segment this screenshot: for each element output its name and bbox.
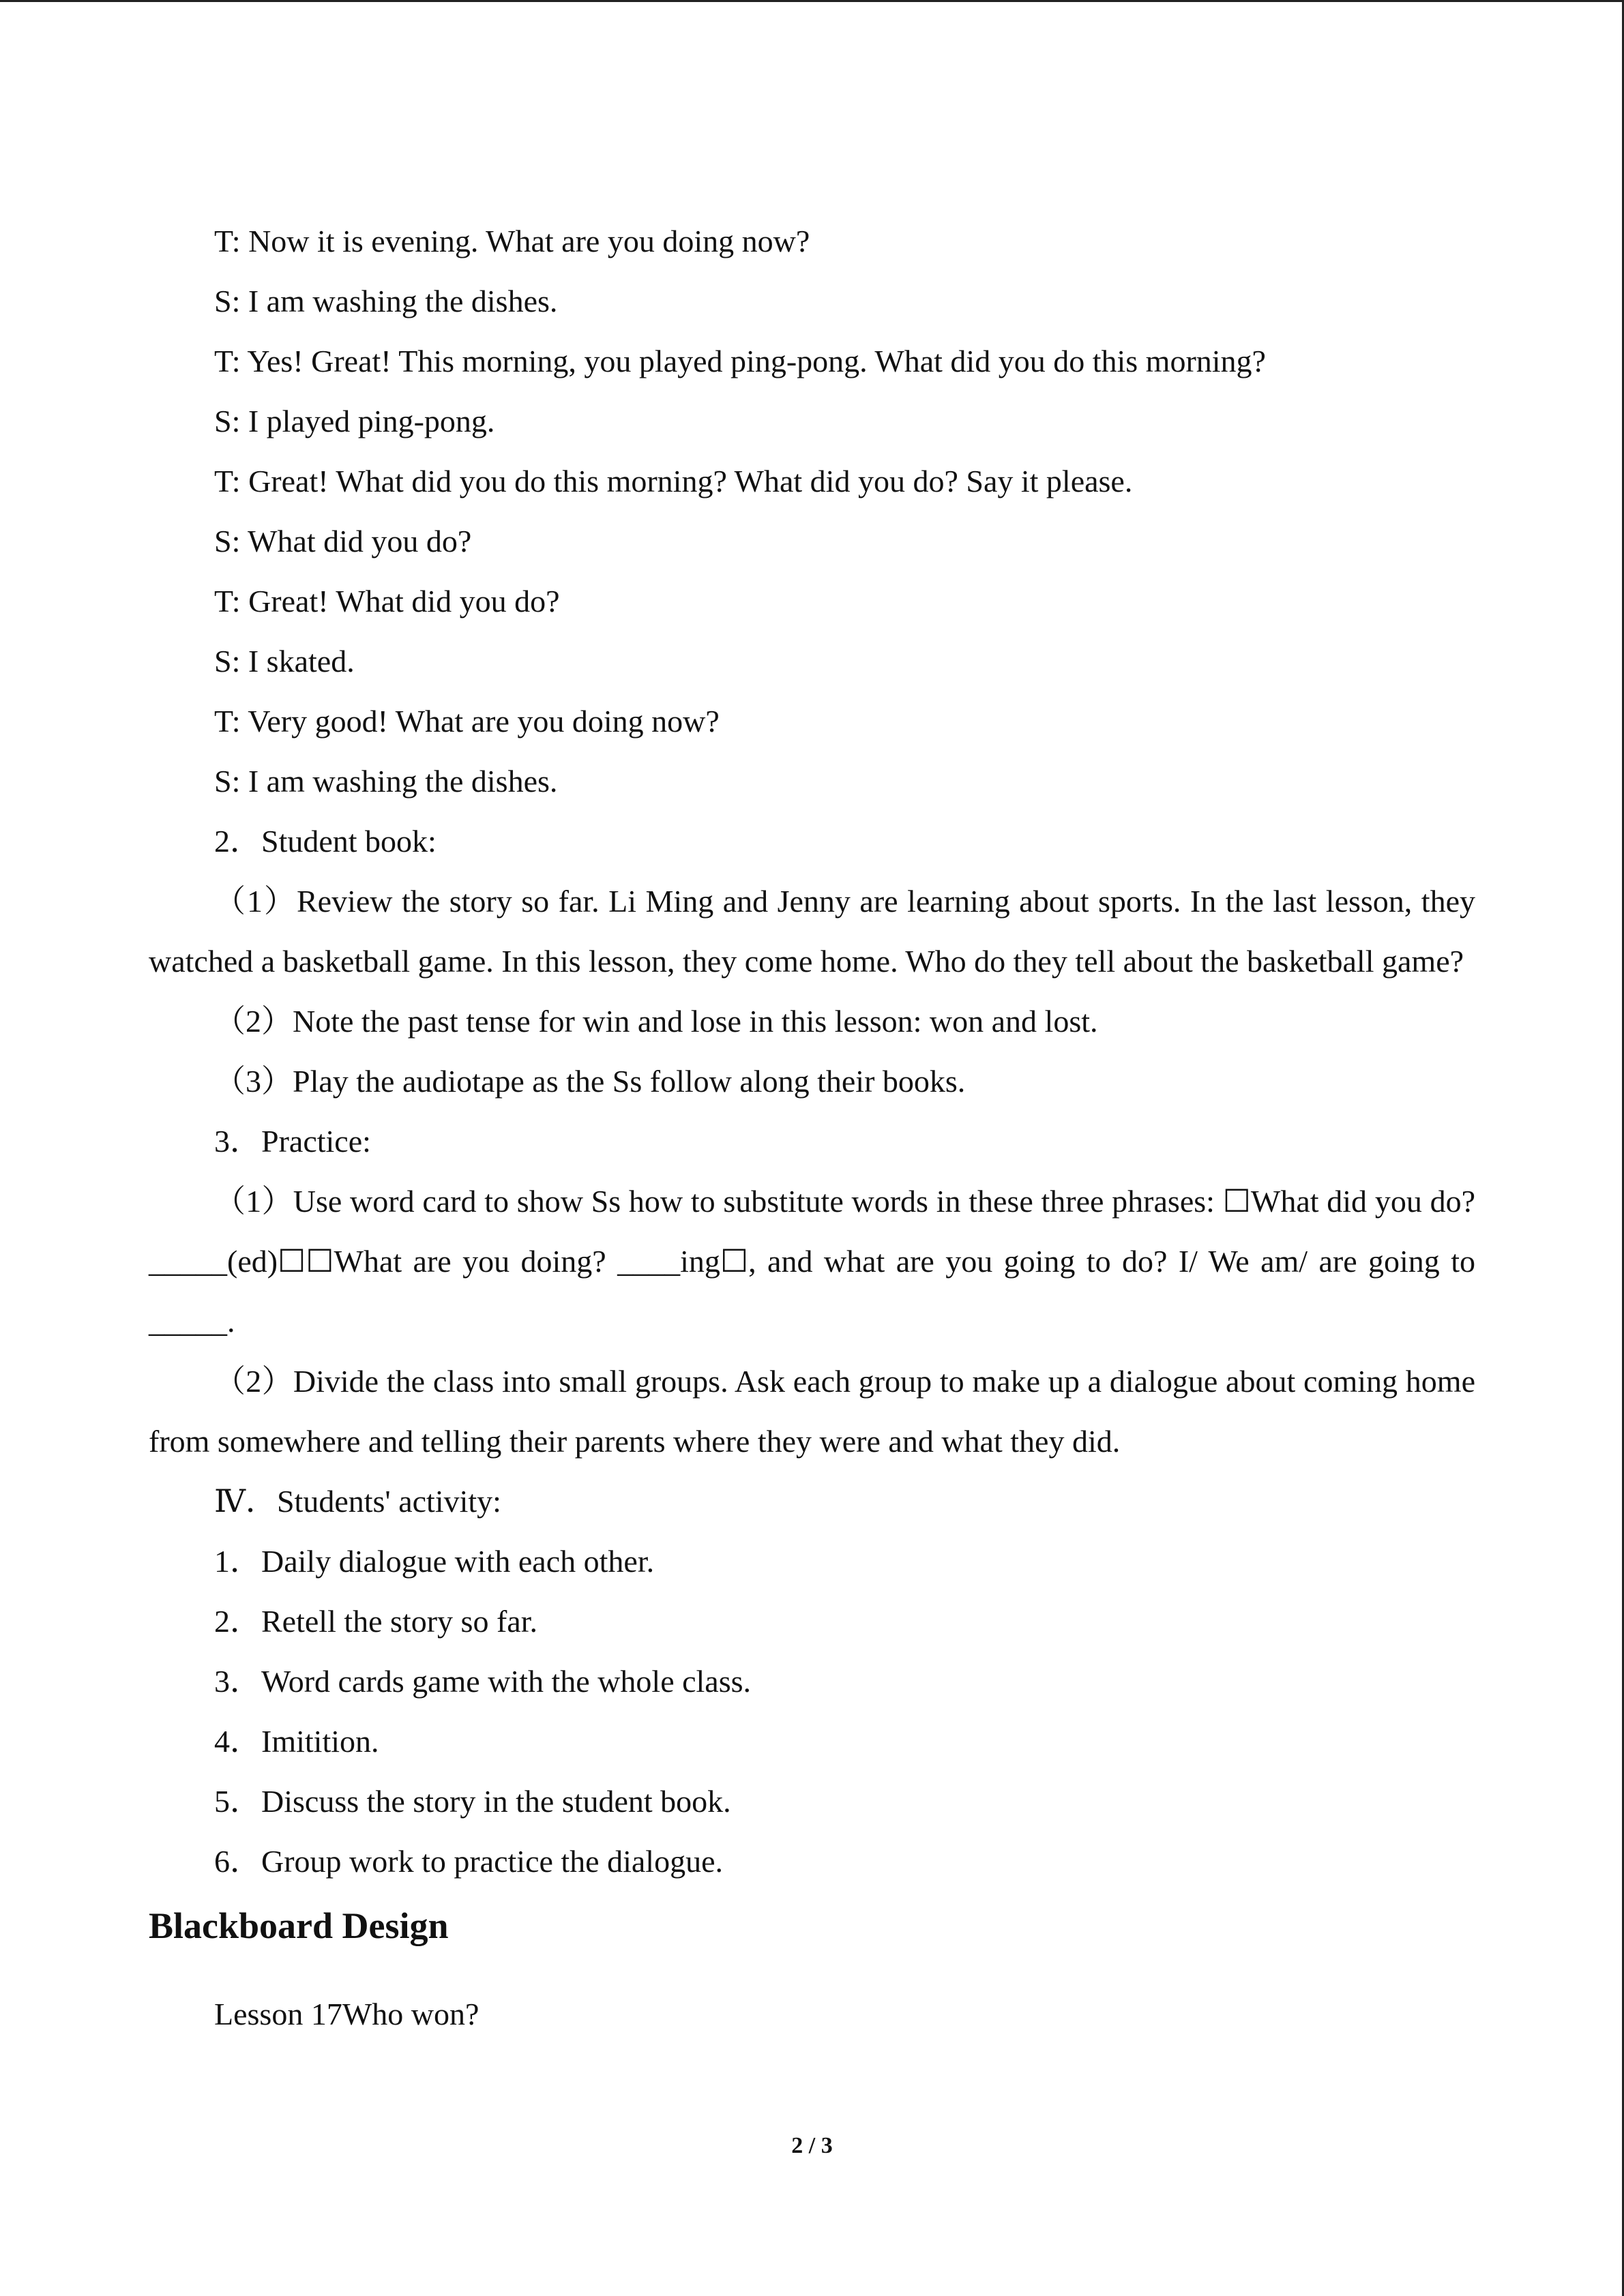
activity-item: 2．Retell the story so far. bbox=[214, 1604, 537, 1639]
dialogue-line: S: I skated. bbox=[214, 644, 355, 679]
blackboard-lesson-title: Lesson 17Who won? bbox=[214, 1997, 479, 2031]
students-activity-heading: Ⅳ．Students' activity: bbox=[214, 1484, 501, 1519]
practice-item-2: （2）Divide the class into small groups. Ask each group to make up a dialogue about coming home from somewhere and telling their parents where they were and what they did. bbox=[149, 1364, 1475, 1459]
student-book-item-3: （3）Play the audiotape as the Ss follow along their books. bbox=[214, 1064, 966, 1099]
document-page bbox=[149, 211, 1475, 2044]
activity-item: 6．Group work to practice the dialogue. bbox=[214, 1844, 723, 1879]
dialogue-line: T: Yes! Great! This morning, you played ping-pong. What did you do this morning? bbox=[214, 344, 1266, 378]
page-number: 2 / 3 bbox=[791, 2133, 833, 2158]
dialogue-line: S: What did you do? bbox=[214, 524, 472, 558]
dialogue-section bbox=[149, 211, 1475, 811]
dialogue-line: T: Now it is evening. What are you doing now? bbox=[214, 224, 810, 258]
students-activity-section bbox=[149, 1472, 1475, 1892]
activity-item: 1．Daily dialogue with each other. bbox=[214, 1544, 655, 1579]
practice-section bbox=[149, 1112, 1475, 1472]
student-book-heading: 2．Student book: bbox=[214, 824, 437, 859]
dialogue-line: T: Great! What did you do this morning? What did you do? Say it please. bbox=[214, 464, 1133, 498]
dialogue-line: T: Very good! What are you doing now? bbox=[214, 704, 720, 739]
practice-heading: 3．Practice: bbox=[214, 1124, 371, 1159]
activity-item: 3．Word cards game with the whole class. bbox=[214, 1664, 752, 1699]
top-border-line bbox=[0, 0, 1624, 2]
student-book-section bbox=[149, 811, 1475, 1112]
student-book-item-2: （2）Note the past tense for win and lose in this lesson: won and lost. bbox=[214, 1004, 1098, 1039]
dialogue-line: S: I am washing the dishes. bbox=[214, 284, 558, 318]
practice-item-1: （1）Use word card to show Ss how to substitute words in these three phrases: ☐What did you do? _____(ed)☐☐What are you doing? ____ing☐, and what are you going to do? I/ We am/ are going to _____. bbox=[149, 1184, 1475, 1339]
activity-item: 5．Discuss the story in the student book. bbox=[214, 1784, 731, 1819]
activity-item: 4．Imitition. bbox=[214, 1724, 379, 1759]
dialogue-line: S: I am washing the dishes. bbox=[214, 764, 558, 799]
dialogue-line: T: Great! What did you do? bbox=[214, 584, 560, 618]
blackboard-heading: Blackboard Design bbox=[149, 1905, 449, 1946]
student-book-item-1: （1）Review the story so far. Li Ming and Jenny are learning about sports. In the last lesson, they watched a basketball game. In this lesson, they come home. Who do they tell about the basketball game? bbox=[149, 884, 1475, 979]
blackboard-section bbox=[149, 1892, 1475, 2044]
dialogue-line: S: I played ping-pong. bbox=[214, 404, 495, 438]
